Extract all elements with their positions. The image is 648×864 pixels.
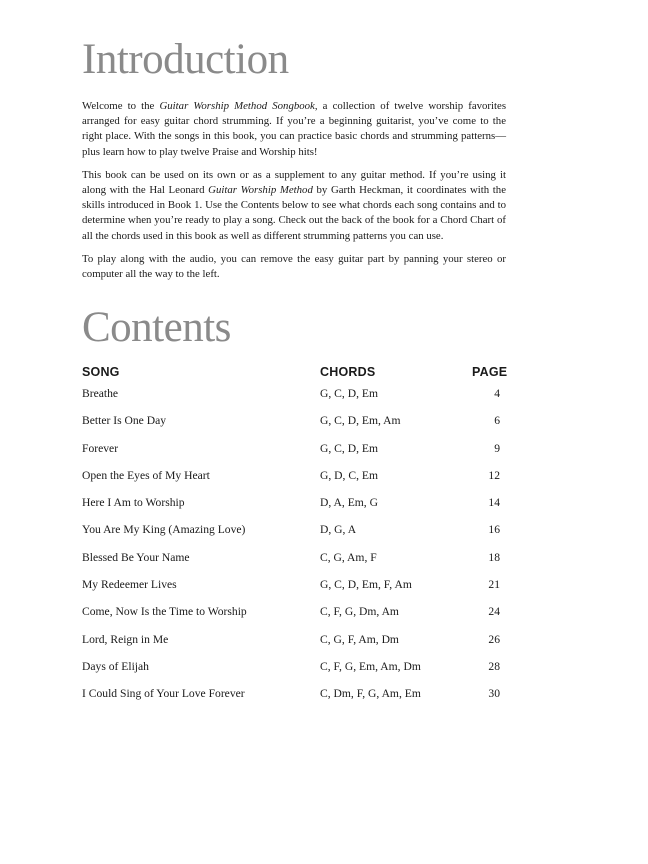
song-chords: G, C, D, Em [320, 441, 378, 455]
intro-p2-method-title: Guitar Worship Method [208, 184, 313, 197]
song-page-number: 16 [488, 523, 500, 537]
song-page-number: 30 [488, 687, 500, 701]
table-row [82, 414, 507, 441]
song-chords: C, F, G, Em, Am, Dm [320, 659, 421, 673]
song-chords: D, G, A [320, 523, 357, 537]
song-chords: G, C, D, Em, Am [320, 414, 401, 428]
table-row [82, 469, 507, 496]
table-row [82, 523, 507, 550]
song-chords: C, G, F, Am, Dm [320, 632, 399, 646]
contents-header-row [82, 365, 507, 383]
song-title: Open the Eyes of My Heart [82, 468, 210, 482]
introduction-body [82, 99, 506, 290]
song-title: My Redeemer Lives [82, 578, 177, 592]
intro-p1-text-a: Welcome to the [82, 100, 160, 112]
table-row [82, 687, 507, 714]
intro-p2-text-b: by Garth Heckman, it coordinates with the skills introduced in Book 1. Use the Contents below to see what chords each song contains and to determine when you’re ready to play a song. Check out the back of the book for a Chord Chart of all the chords used in this book as well as different strumming patterns you can use. [82, 184, 506, 242]
table-row [82, 551, 507, 578]
song-title: Blessed Be Your Name [82, 550, 190, 564]
intro-p1-book-title: Guitar Worship Method Songbook [159, 100, 315, 112]
contents-table [82, 365, 508, 701]
table-row [82, 387, 507, 414]
song-title: Breathe [82, 387, 119, 400]
intro-p2-text-a: This book can be used on its own or as a supplement to any guitar method. If you’re using it along with the Hal Leonard [82, 168, 506, 197]
song-chords: D, A, Em, G [320, 496, 378, 510]
song-page-number: 9 [494, 441, 500, 455]
song-title: Better Is One Day [82, 414, 167, 428]
song-title: I Could Sing of Your Love Forever [82, 687, 245, 701]
header-page: PAGE [472, 365, 508, 379]
table-row [82, 578, 507, 605]
contents-rows [82, 387, 507, 715]
introduction-heading: Introduction [82, 36, 289, 83]
song-page-number: 12 [488, 468, 500, 482]
song-page-number: 14 [488, 496, 500, 510]
song-page-number: 26 [488, 632, 500, 646]
song-page-number: 4 [494, 387, 500, 400]
song-page-number: 24 [488, 605, 500, 619]
song-title: Come, Now Is the Time to Worship [82, 605, 247, 619]
header-chords: CHORDS [320, 365, 376, 379]
table-row [82, 633, 507, 660]
header-song: SONG [82, 365, 120, 379]
song-chords: G, C, D, Em, F, Am [320, 578, 412, 592]
song-page-number: 28 [488, 659, 500, 673]
table-row [82, 660, 507, 687]
table-row [82, 605, 507, 632]
song-chords: C, Dm, F, G, Am, Em [320, 687, 421, 701]
song-title: Lord, Reign in Me [82, 632, 169, 646]
contents-heading: Contents [82, 304, 231, 351]
intro-paragraph-1 [82, 99, 506, 160]
intro-p1-text-b: , a collection of twelve worship favorites arranged for easy guitar chord strumming. If you’re a beginning guitarist, you’ve come to the right place. With the songs in this book, you can practice basic chords and strumming patterns—plus learn how to play twelve Praise and Worship hits! [82, 100, 507, 158]
song-title: Forever [82, 441, 119, 455]
intro-paragraph-2 [82, 168, 506, 244]
table-row [82, 496, 507, 523]
song-page-number: 6 [494, 414, 500, 428]
page [82, 0, 507, 864]
intro-paragraph-3: To play along with the audio, you can remove the easy guitar part by panning your stereo or computer all the way to the left. [82, 252, 506, 281]
song-title: Here I Am to Worship [82, 496, 185, 510]
song-page-number: 18 [488, 550, 500, 564]
song-title: You Are My King (Amazing Love) [82, 523, 246, 537]
song-chords: C, F, G, Dm, Am [320, 605, 399, 619]
song-chords: C, G, Am, F [320, 550, 377, 564]
song-chords: G, C, D, Em [320, 387, 378, 400]
table-row [82, 442, 507, 469]
song-title: Days of Elijah [82, 659, 149, 673]
song-page-number: 21 [488, 578, 500, 592]
song-chords: G, D, C, Em [320, 468, 378, 482]
